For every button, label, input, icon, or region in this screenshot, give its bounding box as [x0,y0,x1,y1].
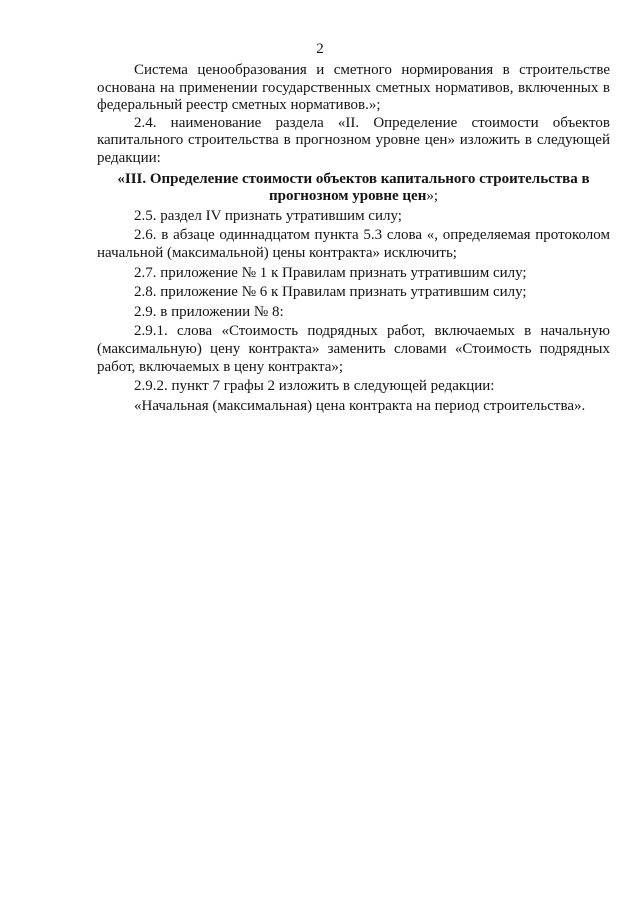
paragraph-2-7: 2.7. приложение № 1 к Правилам признать утратившим силу; [134,264,527,281]
paragraph-2-5: 2.5. раздел IV признать утратившим силу; [134,207,402,224]
paragraph-pricing-system: Система ценообразования и сметного нормирования в строительстве основана на применении государственных сметных нормативов, включенных в федеральный реестр сметных нормативов.»; [97,62,610,114]
page-number: 2 [316,41,324,57]
paragraph-2-9: 2.9. в приложении № 8: [134,303,284,320]
paragraph-quote-initial-price: «Начальная (максимальная) цена контракта на период строительства». [134,397,586,414]
paragraph-2-4: 2.4. наименование раздела «II. Определение стоимости объектов капитального строительства в прогнозном уровне цен» изложить в следующей редакции: [97,114,610,166]
paragraph-2-6: 2.6. в абзаце одиннадцатом пункта 5.3 слова «, определяемая протоколом начальной (максимальной) цены контракта» исключить; [97,227,610,261]
document-body [97,62,610,415]
paragraph-2-8: 2.8. приложение № 6 к Правилам признать утратившим силу; [134,284,527,301]
paragraph-2-9-1: 2.9.1. слова «Стоимость подрядных работ, включаемых в начальную (максимальную) цену контракта» заменить словами «Стоимость подрядных работ, включаемых в цену контракта»; [97,323,610,375]
paragraph-2-9-2: 2.9.2. пункт 7 графы 2 изложить в следующей редакции: [134,378,495,395]
section-heading-tail: »; [426,188,439,205]
section-heading-text: «III. Определение стоимости объектов капитального строительства в прогнозном уровне цен [117,170,590,205]
section-heading-iii [97,171,610,206]
